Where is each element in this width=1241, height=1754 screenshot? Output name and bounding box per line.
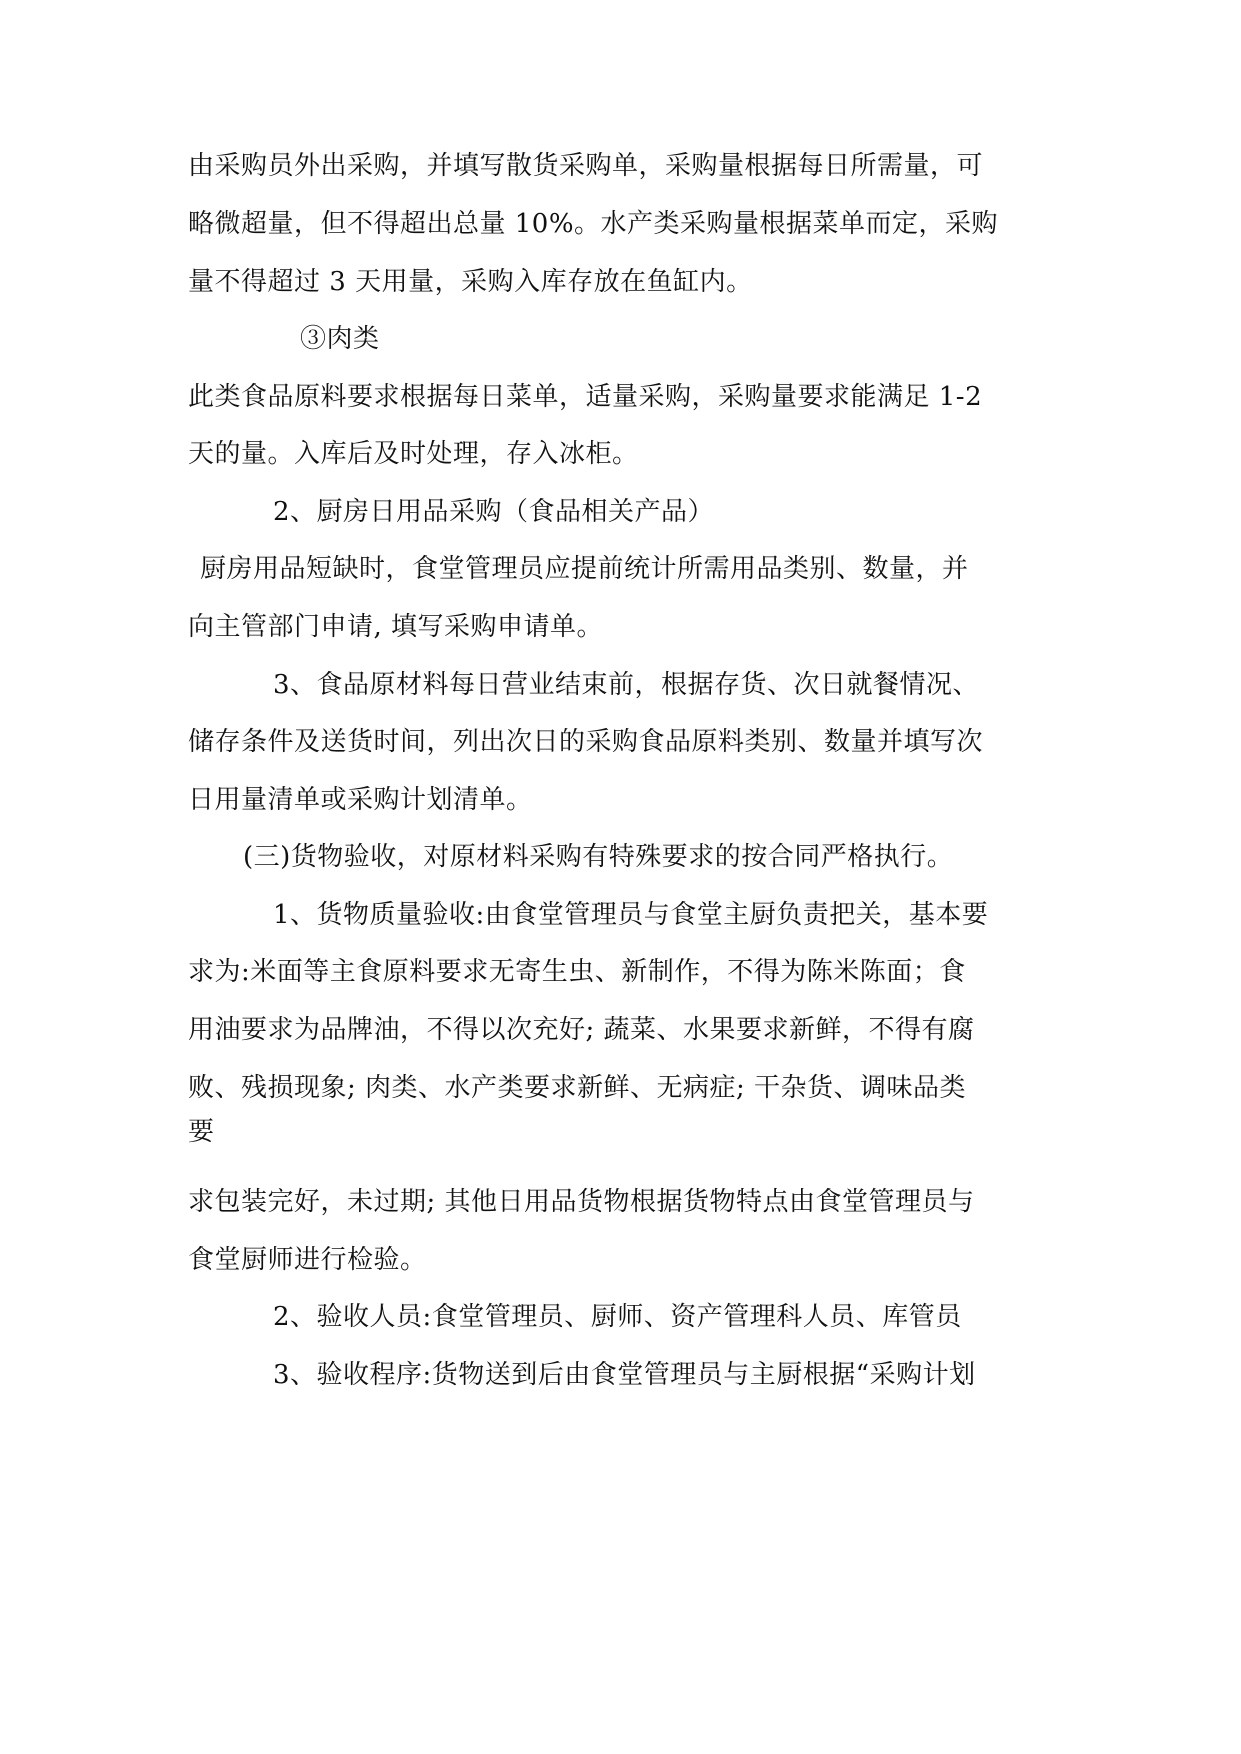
text-line: 由采购员外出采购，并填写散货采购单，采购量根据每日所需量，可: [188, 151, 984, 181]
section-heading: 2、厨房日用品采购（食品相关产品）: [273, 497, 715, 527]
text-line: 储存条件及送货时间，列出次日的采购食品原料类别、数量并填写次: [188, 727, 984, 757]
text-line: 向主管部门申请, 填写采购申请单。: [188, 612, 604, 642]
section-heading: ③肉类: [300, 324, 380, 354]
text-line: 要: [188, 1117, 215, 1147]
text-line: 日用量清单或采购计划清单。: [188, 785, 533, 815]
text-line: 略微超量，但不得超出总量 10%。水产类采购量根据菜单而定，采购: [188, 209, 999, 239]
text-line: 2、验收人员:食堂管理员、厨师、资产管理科人员、库管员: [273, 1302, 962, 1332]
text-line: 厨房用品短缺时，食堂管理员应提前统计所需用品类别、数量，并: [200, 554, 969, 584]
text-line: 1、货物质量验收:由食堂管理员与食堂主厨负责把关，基本要: [273, 900, 989, 930]
text-line: 用油要求为品牌油，不得以次充好; 蔬菜、水果要求新鲜，不得有腐: [188, 1015, 975, 1045]
text-line: 食堂厨师进行检验。: [188, 1245, 427, 1275]
text-line: 3、食品原材料每日营业结束前，根据存货、次日就餐情况、: [273, 670, 980, 700]
text-line: 求为:米面等主食原料要求无寄生虫、新制作，不得为陈米陈面；食: [188, 957, 966, 987]
text-line: 此类食品原料要求根据每日菜单，适量采购，采购量要求能满足 1-2: [188, 382, 983, 412]
text-line: 3、验收程序:货物送到后由食堂管理员与主厨根据“采购计划: [273, 1360, 976, 1390]
text-line: 败、残损现象; 肉类、水产类要求新鲜、无病症; 干杂货、调味品类: [188, 1073, 967, 1103]
section-heading: (三)货物验收，对原材料采购有特殊要求的按合同严格执行。: [243, 842, 954, 872]
text-line: 天的量。入库后及时处理，存入冰柜。: [188, 439, 639, 469]
text-line: 求包装完好，未过期; 其他日用品货物根据货物特点由食堂管理员与: [188, 1187, 975, 1217]
text-line: 量不得超过 3 天用量，采购入库存放在鱼缸内。: [188, 267, 753, 297]
